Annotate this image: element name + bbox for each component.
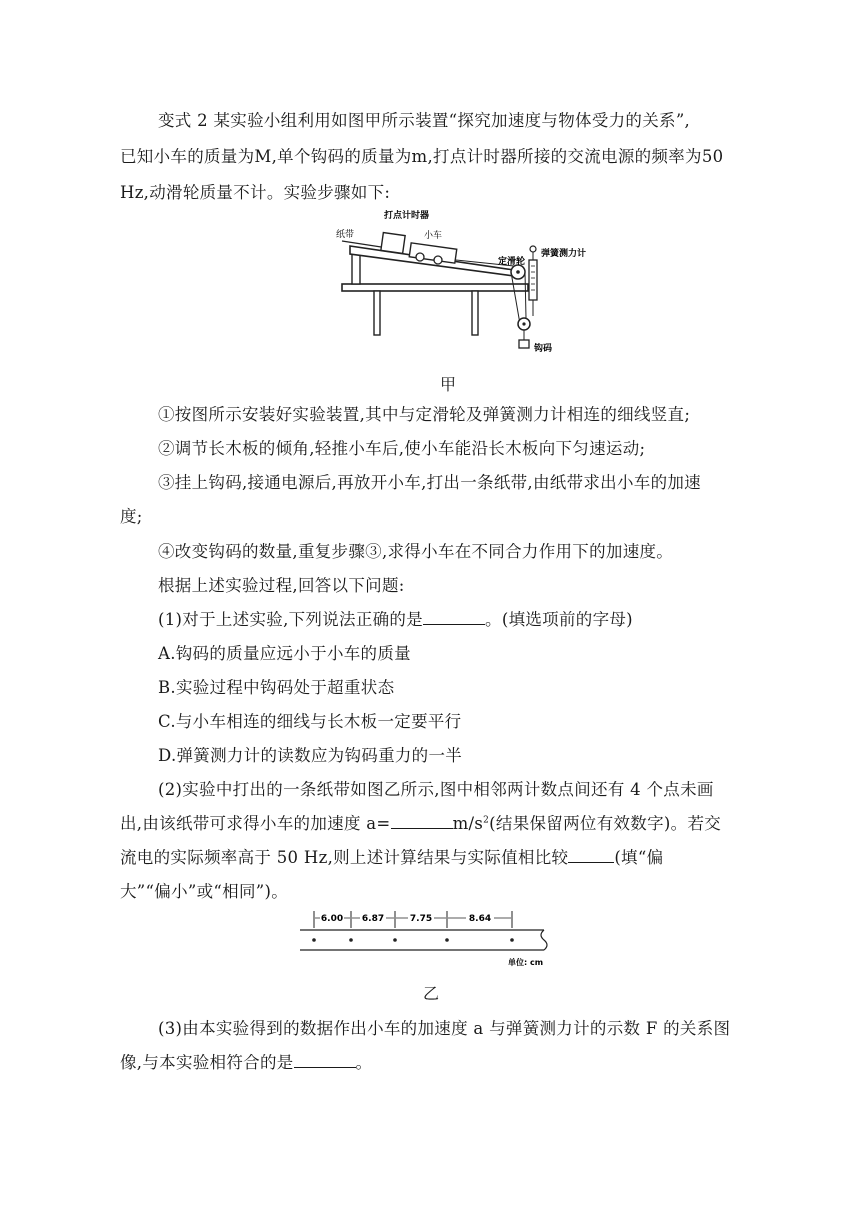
segment-label-4: 8.64: [468, 914, 492, 924]
option-d: D.弹簧测力计的读数应为钩码重力的一半: [158, 746, 463, 765]
segment-label-3: 7.75: [409, 914, 433, 924]
step-1: ①按图所示安装好实验装置,其中与定滑轮及弹簧测力计相连的细线竖直;: [158, 405, 691, 424]
cart-wheel-left: [416, 253, 424, 261]
count-point-3: [393, 938, 397, 942]
question-3-line-2: 像,与本实验相符合的是 。: [120, 1046, 372, 1080]
figure-caption-yi: 乙: [423, 984, 440, 1003]
question-3: (3)由本实验得到的数据作出小车的加速度 a 与弹簧测力计的示数 F 的关系图: [158, 1019, 731, 1038]
label-weight: 钩码: [534, 344, 553, 354]
option-b: B.实验过程中钩码处于超重状态: [158, 678, 395, 697]
intro-line-2: 已知小车的质量为M,单个钩码的质量为m,打点计时器所接的交流电源的频率为50: [120, 147, 724, 166]
tape-figure: [298, 908, 558, 970]
label-timer: 打点计时器: [384, 211, 430, 221]
weight: [519, 340, 529, 348]
option-c: C.与小车相连的细线与长木板一定要平行: [158, 712, 462, 731]
intro-line-3: Hz,动滑轮质量不计。实验步骤如下:: [120, 183, 391, 202]
segment-label-1: 6.00: [320, 914, 344, 924]
label-cart: 小车: [424, 231, 443, 241]
question-2: (2)实验中打出的一条纸带如图乙所示,图中相邻两计数点间还有 4 个点未画: [158, 780, 714, 799]
label-pulley: 定滑轮: [498, 257, 526, 267]
option-a: A.钩码的质量应远小于小车的质量: [158, 644, 411, 663]
answer-blank-q3[interactable]: [294, 1049, 356, 1068]
table-leg-left: [374, 291, 380, 335]
step-4: ④改变钩码的数量,重复步骤③,求得小车在不同合力作用下的加速度。: [158, 542, 674, 561]
label-spring-scale: 弹簧测力计: [541, 249, 587, 259]
count-point-5: [510, 938, 514, 942]
count-point-1: [312, 938, 316, 942]
question-2-line-3: 流电的实际频率高于 50 Hz,则上述计算结果与实际值相比较 (填“偏: [120, 841, 663, 875]
intro-line-1: 变式 2 某实验小组利用如图甲所示装置“探究加速度与物体受力的关系”,: [158, 111, 691, 130]
answer-blank-compare[interactable]: [568, 844, 614, 863]
count-point-4: [445, 938, 449, 942]
question-2-line-2: 出,由该纸带可求得小车的加速度 $a= m/s^2$(结果保留两位有效数字)。若交: [120, 807, 721, 841]
step-3-cont: 度;: [120, 507, 143, 526]
answer-blank-q1[interactable]: [423, 606, 485, 625]
question-2-line-4: 大”“偏小”或“相同”)。: [120, 882, 289, 901]
segment-label-2: 6.87: [361, 914, 385, 924]
step-2: ②调节长木板的倾角,轻推小车后,使小车能沿长木板向下匀速运动;: [158, 439, 646, 458]
table-top: [342, 284, 528, 291]
lead-text: 根据上述实验过程,回答以下问题:: [158, 576, 405, 595]
timer: [381, 233, 405, 254]
count-point-2: [349, 938, 353, 942]
figure-caption-jia: 甲: [440, 375, 457, 394]
question-1: [158, 603, 633, 637]
apparatus-figure: [328, 208, 587, 363]
q1-stem: (1)对于上述实验,下列说法正确的是: [158, 610, 424, 629]
cart-wheel-right: [434, 256, 442, 264]
table-leg-right: [472, 291, 478, 335]
q1-note: 。(填选项前的字母): [485, 610, 633, 629]
answer-blank-acceleration[interactable]: [391, 810, 453, 829]
step-3: ③挂上钩码,接通电源后,再放开小车,打出一条纸带,由纸带求出小车的加速: [158, 473, 701, 492]
unit-label: 单位: cm: [508, 958, 544, 967]
label-tape: 纸带: [336, 230, 355, 240]
